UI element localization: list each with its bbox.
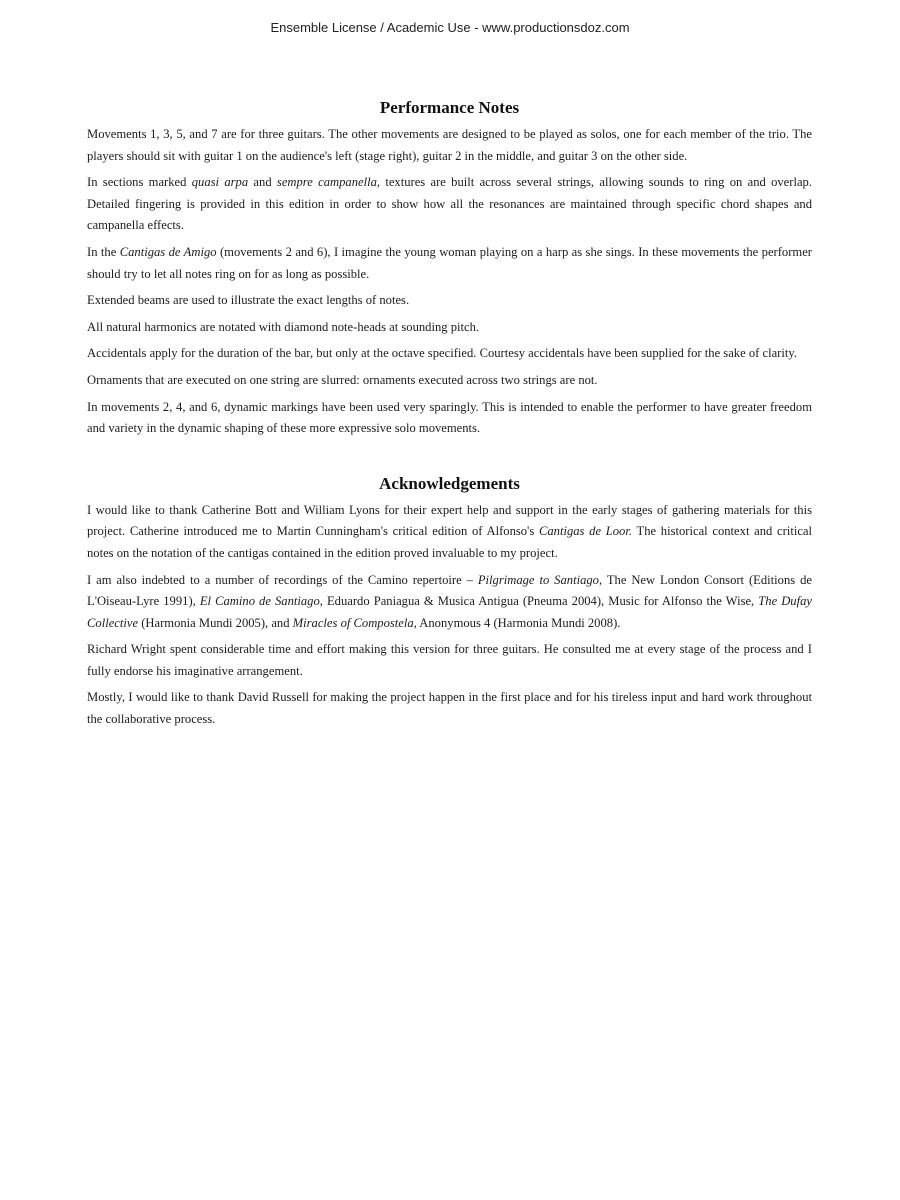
italic-title: El Camino de Santiago xyxy=(199,594,320,609)
italic-title: Cantigas de Amigo xyxy=(119,244,217,259)
italic-title: Pilgrimage to Santiago xyxy=(477,572,599,587)
italic-title: The Dufay Collective xyxy=(87,594,812,630)
acknowledgement-paragraph xyxy=(87,570,812,635)
performance-note-paragraph: Movements 1, 3, 5, and 7 are for three guitars. The other movements are designed to be played as solos, one for each member of the trio. The players should sit with guitar 1 on the audience's left (stage right), guitar 2 in the middle, and guitar 3 on the other side. xyxy=(87,127,812,163)
text-run: and xyxy=(248,175,277,190)
text-run: I would like to thank Catherine Bott and William Lyons for their expert help and support in the early stages of gathering materials for this project. Catherine introduced me to Martin Cunningham's critical edition of Alfonso's xyxy=(87,502,812,539)
italic-term: quasi arpa xyxy=(191,175,249,190)
text-run: In the xyxy=(87,244,120,259)
italic-title: Miracles of Compostela xyxy=(292,615,414,630)
acknowledgements-heading: Acknowledgements xyxy=(379,473,520,493)
text-run: , Anonymous 4 (Harmonia Mundi 2008). xyxy=(413,615,621,630)
text-run: , The New London Consort (Editions de L'Oiseau-Lyre 1991), xyxy=(87,572,812,609)
text-run: In sections marked xyxy=(87,175,192,190)
italic-term: sempre campanella xyxy=(276,175,377,190)
text-run: , Eduardo Paniagua & Musica Antigua (Pneuma 2004), Music for Alfonso the Wise, xyxy=(319,594,759,609)
performance-note-paragraph: Ornaments that are executed on one string are slurred: ornaments executed across two strings are not. xyxy=(87,372,598,387)
performance-note-paragraph: Accidentals apply for the duration of the bar, but only at the octave specified. Courtesy accidentals have been supplied for the sake of clarity. xyxy=(87,346,797,361)
performance-note-paragraph: Extended beams are used to illustrate the exact lengths of notes. xyxy=(87,293,410,308)
document-body xyxy=(87,96,812,736)
license-header: Ensemble License / Academic Use - www.productionsdoz.com xyxy=(270,20,630,35)
performance-note-paragraph: In movements 2, 4, and 6, dynamic markings have been used very sparingly. This is intended to enable the performer to have greater freedom and variety in the dynamic shaping of these more expressive solo movements. xyxy=(87,399,812,436)
performance-note-paragraph: All natural harmonics are notated with diamond note-heads at sounding pitch. xyxy=(87,319,480,334)
acknowledgement-paragraph: Mostly, I would like to thank David Russell for making the project happen in the first place and for his tireless input and hard work throughout the collaborative process. xyxy=(87,690,812,727)
text-run: (Harmonia Mundi 2005), and xyxy=(138,615,293,630)
acknowledgement-paragraph xyxy=(87,500,812,565)
italic-title: Cantigas de Loor. xyxy=(538,524,633,539)
text-run: , textures are built across several strings, allowing sounds to ring on and overlap. Detailed fingering is provided in this edition in order to show how all the resonances are maintained through specific chord shapes and campanella effects. xyxy=(87,175,812,233)
acknowledgement-paragraph: Richard Wright spent considerable time and effort making this version for three guitars. He consulted me at every stage of the process and I fully endorse his imaginative arrangement. xyxy=(87,642,812,678)
performance-notes-heading: Performance Notes xyxy=(379,98,520,117)
text-run: I am also indebted to a number of recordings of the Camino repertoire – xyxy=(87,572,478,587)
performance-note-paragraph xyxy=(87,172,812,237)
text-run: (movements 2 and 6), I imagine the young woman playing on a harp as she sings. In these movements the performer should try to let all notes ring on for as long as possible. xyxy=(87,244,812,281)
text-run: The historical context and critical notes on the notation of the cantigas contained in the edition proved invaluable to my project. xyxy=(87,524,813,560)
performance-note-paragraph xyxy=(87,242,812,285)
